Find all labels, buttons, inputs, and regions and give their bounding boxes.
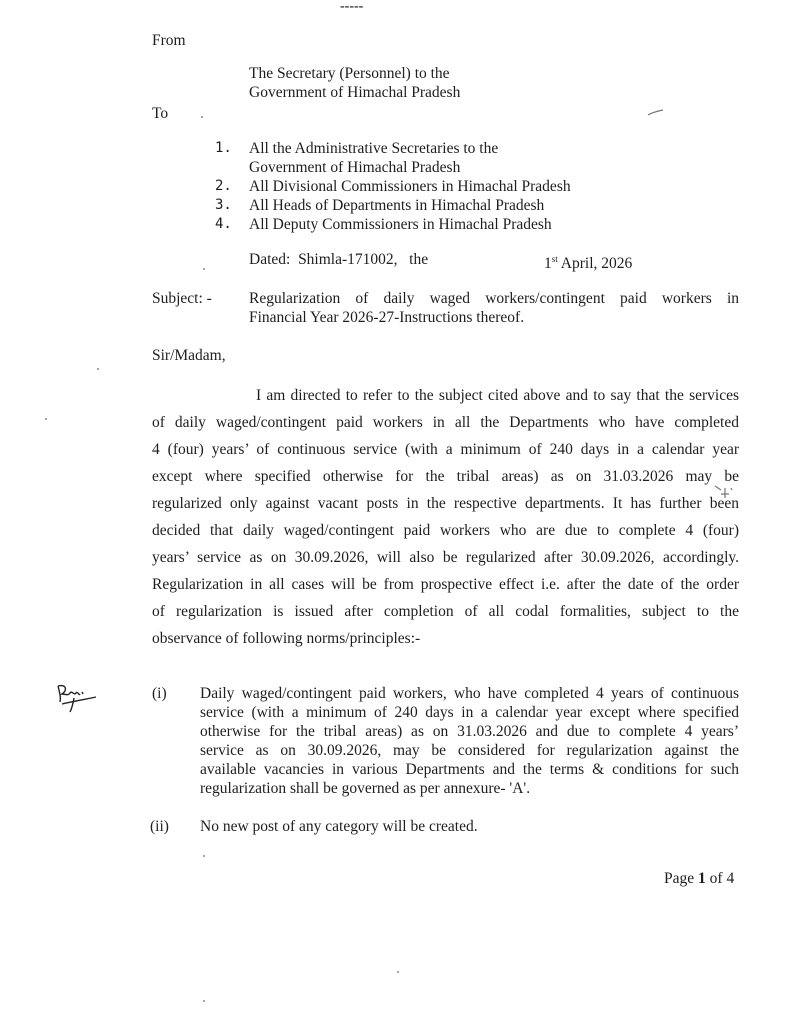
recipient-number: 1. bbox=[215, 140, 232, 156]
recipient-item: All Heads of Departments in Himachal Pradesh bbox=[249, 197, 545, 214]
scan-speck bbox=[201, 116, 203, 118]
body-line: years’ service as on 30.09.2026, will also be regularized after 30.09.2026, accordingly. bbox=[152, 549, 739, 566]
subject-label: Subject: - bbox=[152, 290, 212, 307]
recipient-number: 3. bbox=[215, 197, 232, 213]
salutation: Sir/Madam, bbox=[152, 347, 226, 364]
body-line: decided that daily waged/contingent paid workers who are due to complete 4 (four) bbox=[152, 522, 739, 539]
body-line: of daily waged/contingent paid workers in all the Departments who have completed bbox=[152, 414, 739, 431]
page-current: 1 bbox=[698, 870, 706, 887]
sender-line-1: The Secretary (Personnel) to the bbox=[249, 65, 450, 82]
page-of: of bbox=[705, 870, 727, 887]
page-total: 4 bbox=[726, 870, 735, 887]
subject-line-1: Regularization of daily waged workers/contingent paid workers in bbox=[249, 290, 739, 307]
body-line: Regularization in all cases will be from prospective effect i.e. after the date of the order bbox=[152, 576, 739, 593]
tick-mark-icon bbox=[713, 482, 737, 502]
principle-number: (ii) bbox=[150, 818, 169, 835]
principle-line: service (with a minimum of 240 days in a calendar year except where specified bbox=[200, 704, 739, 721]
scan-speck bbox=[203, 1000, 205, 1002]
principle-number: (i) bbox=[152, 685, 167, 702]
scan-speck bbox=[45, 418, 47, 420]
date-day: 1 bbox=[544, 255, 552, 272]
scan-speck bbox=[97, 368, 99, 370]
body-line: except where specified otherwise for the tribal areas) as on 31.03.2026 may be bbox=[152, 468, 739, 485]
date-day-suffix: st bbox=[551, 254, 558, 264]
recipient-item: All Divisional Commissioners in Himachal Pradesh bbox=[249, 178, 571, 195]
body-line: I am directed to refer to the subject cited above and to say that the services bbox=[256, 387, 739, 404]
top-dash-mark: ----- bbox=[340, 0, 364, 14]
dated-place: Dated: Shimla-171002, the bbox=[249, 251, 429, 268]
recipient-number: 4. bbox=[215, 216, 232, 232]
recipient-item: All Deputy Commissioners in Himachal Pradesh bbox=[249, 216, 552, 233]
principle-line: otherwise for the tribal areas) as on 31.03.2026 and due to complete 4 years’ bbox=[200, 723, 739, 740]
principle-line: service as on 30.09.2026, may be considered for regularization against the bbox=[200, 742, 739, 759]
principle-line: Daily waged/contingent paid workers, who have completed 4 years of continuous bbox=[200, 685, 739, 702]
date-month-year: April, 2026 bbox=[557, 255, 633, 272]
sender-line-2: Government of Himachal Pradesh bbox=[249, 84, 461, 101]
body-line: regularized only against vacant posts in the respective departments. It has further been bbox=[152, 495, 739, 512]
page-prefix: Page bbox=[664, 870, 699, 887]
page-number bbox=[664, 869, 734, 888]
principle-line: available vacancies in various Departments and the terms & conditions for such bbox=[200, 761, 739, 778]
body-line: 4 (four) years’ of continuous service (with a minimum of 240 days in a calendar year bbox=[152, 441, 739, 458]
body-line: observance of following norms/principles:- bbox=[152, 630, 421, 647]
recipient-item-cont: Government of Himachal Pradesh bbox=[249, 159, 461, 176]
body-line: of regularization is issued after completion of all codal formalities, subject to the bbox=[152, 603, 739, 620]
from-label: From bbox=[152, 32, 186, 49]
to-label: To bbox=[152, 105, 169, 122]
scan-speck bbox=[397, 971, 399, 973]
principle-line: No new post of any category will be created. bbox=[200, 818, 478, 835]
subject-line-2: Financial Year 2026-27-Instructions thereof. bbox=[249, 309, 525, 326]
principle-line: regularization shall be governed as per annexure- 'A'. bbox=[200, 780, 531, 797]
scan-speck bbox=[203, 268, 205, 270]
scan-speck bbox=[203, 855, 205, 857]
pen-stroke-mark-icon bbox=[646, 108, 666, 118]
recipient-item: All the Administrative Secretaries to the bbox=[249, 140, 499, 157]
dated-date bbox=[544, 250, 632, 273]
recipient-number: 2. bbox=[215, 178, 232, 194]
handwritten-initials-icon bbox=[52, 680, 102, 716]
